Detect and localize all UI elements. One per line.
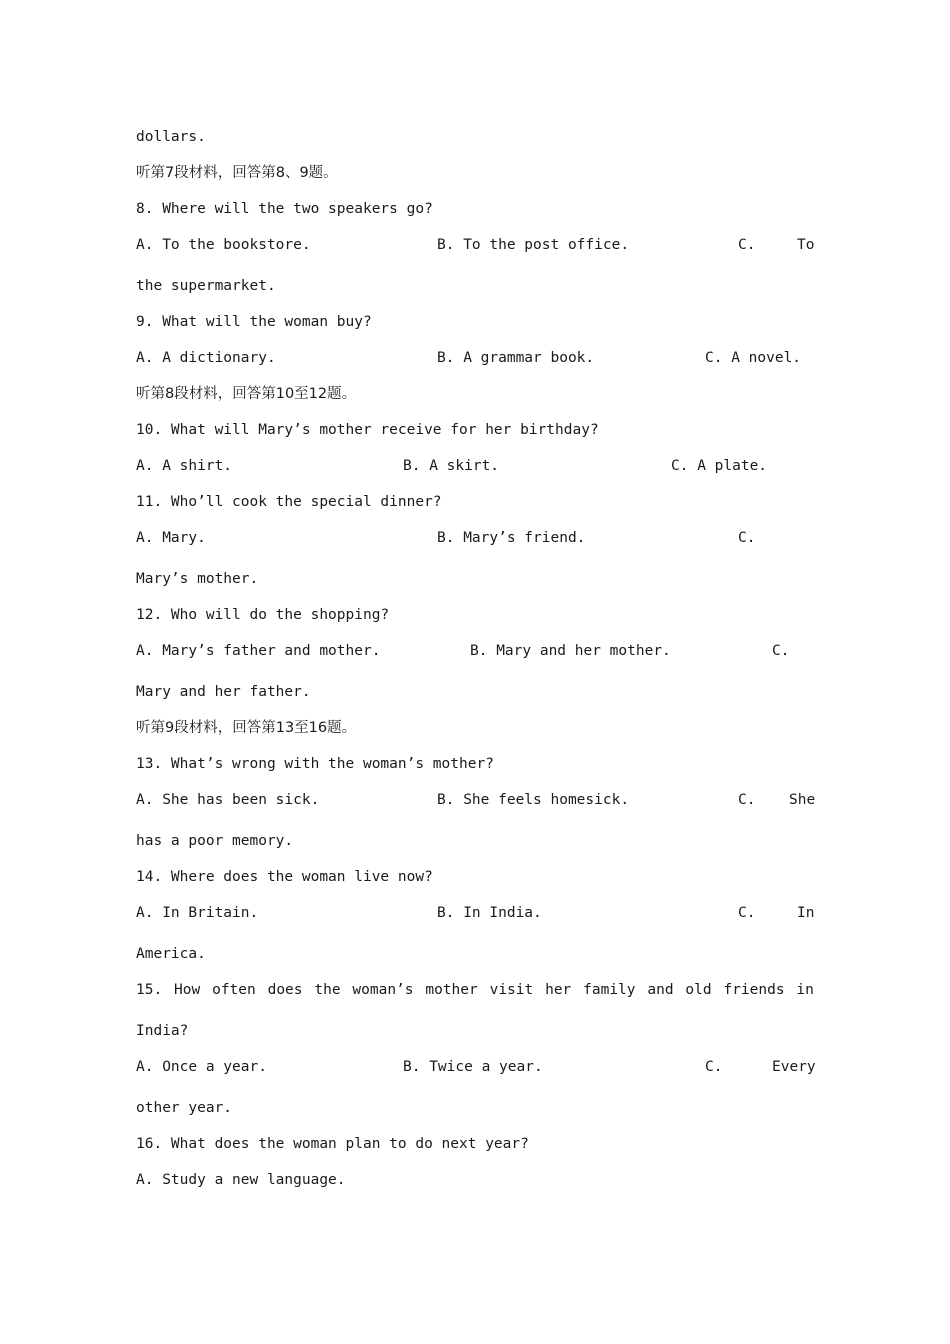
q15-option-c-rest: other year.	[136, 1100, 233, 1116]
q13-option-b: B. She feels homesick.	[437, 792, 630, 808]
q14-option-c-rest: America.	[136, 946, 206, 962]
question-13: 13. What’s wrong with the woman’s mother?	[136, 756, 494, 772]
q15-word: mother	[425, 982, 478, 998]
q8-option-c-letter: C.	[738, 237, 756, 253]
q11-option-a: A. Mary.	[136, 530, 206, 546]
q15-option-c-word: Every	[772, 1059, 816, 1075]
q15-word: her	[545, 982, 572, 998]
section-8-instruction: 听第8段材料，回答第10至12题。	[136, 386, 357, 402]
q15-option-a: A. Once a year.	[136, 1059, 267, 1075]
question-8: 8. Where will the two speakers go?	[136, 201, 433, 217]
q13-option-a: A. She has been sick.	[136, 792, 320, 808]
q8-option-c-rest: the supermarket.	[136, 278, 276, 294]
q10-option-a: A. A shirt.	[136, 458, 233, 474]
q15-option-c-letter: C.	[705, 1059, 723, 1075]
q15-word: the	[314, 982, 341, 998]
q15-word: woman’s	[352, 982, 414, 998]
q11-option-c-rest: Mary’s mother.	[136, 571, 259, 587]
q14-option-a: A. In Britain.	[136, 905, 259, 921]
q13-option-c-letter: C.	[738, 792, 756, 808]
question-9: 9. What will the woman buy?	[136, 314, 372, 330]
q10-option-b: B. A skirt.	[403, 458, 500, 474]
q15-option-b: B. Twice a year.	[403, 1059, 543, 1075]
q15-word: How	[174, 982, 201, 998]
q8-option-a: A. To the bookstore.	[136, 237, 311, 253]
section-9-instruction: 听第9段材料，回答第13至16题。	[136, 720, 357, 736]
q11-option-b: B. Mary’s friend.	[437, 530, 586, 546]
q12-option-b: B. Mary and her mother.	[470, 643, 671, 659]
continued-text: dollars.	[136, 129, 206, 145]
question-14: 14. Where does the woman live now?	[136, 869, 433, 885]
q14-option-c-word: In	[797, 905, 815, 921]
q8-option-b: B. To the post office.	[437, 237, 630, 253]
q15-word: in	[796, 982, 814, 998]
q9-option-b: B. A grammar book.	[437, 350, 595, 366]
q15-word: family	[583, 982, 636, 998]
q12-option-a: A. Mary’s father and mother.	[136, 643, 381, 659]
q12-option-c-rest: Mary and her father.	[136, 684, 311, 700]
q13-option-c-rest: has a poor memory.	[136, 833, 294, 849]
q15-word: does	[267, 982, 303, 998]
question-15	[136, 980, 814, 1000]
q15-word: often	[212, 982, 256, 998]
q15-word: old	[685, 982, 712, 998]
q10-option-c: C. A plate.	[671, 458, 768, 474]
q11-option-c-letter: C.	[738, 530, 756, 546]
q15-word: 15.	[136, 982, 163, 998]
q15-word: friends	[723, 982, 785, 998]
q8-option-c-word: To	[797, 237, 815, 253]
q9-option-a: A. A dictionary.	[136, 350, 276, 366]
q15-word: and	[647, 982, 674, 998]
q14-option-c-letter: C.	[738, 905, 756, 921]
question-11: 11. Who’ll cook the special dinner?	[136, 494, 442, 510]
q12-option-c-letter: C.	[772, 643, 790, 659]
question-10: 10. What will Mary’s mother receive for her birthday?	[136, 422, 599, 438]
q16-option-a: A. Study a new language.	[136, 1172, 346, 1188]
q9-option-c: C. A novel.	[705, 350, 802, 366]
q14-option-b: B. In India.	[437, 905, 542, 921]
question-12: 12. Who will do the shopping?	[136, 607, 390, 623]
question-16: 16. What does the woman plan to do next year?	[136, 1136, 529, 1152]
q15-word: visit	[489, 982, 534, 998]
question-15-end: India?	[136, 1023, 189, 1039]
section-7-instruction: 听第7段材料，回答第8、9题。	[136, 165, 338, 181]
q13-option-c-word: She	[789, 792, 816, 808]
